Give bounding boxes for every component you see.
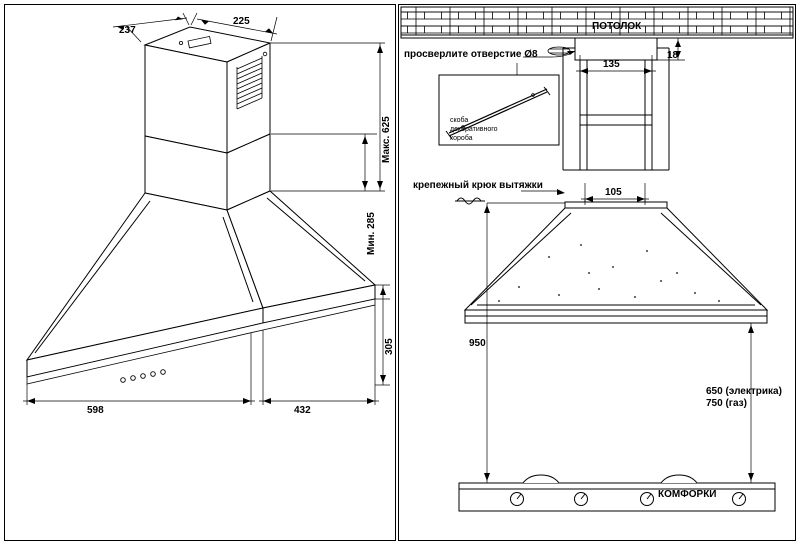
- upper-duct-box: [145, 27, 270, 153]
- dim-label-min285: Мин. 285: [366, 212, 377, 255]
- dim-label-432: 432: [294, 405, 311, 416]
- canopy: [27, 191, 375, 384]
- left-drawing-panel: [4, 4, 396, 541]
- cooktop: [459, 475, 775, 511]
- installation-scheme-drawing: [399, 5, 795, 540]
- callout-drill-label: просверлите отверстие Ø8: [404, 49, 538, 60]
- drill-hole-symbol: [548, 47, 570, 55]
- dim-label-max625: Макс. 625: [381, 116, 392, 163]
- callout-bracket-line3: короба: [450, 135, 473, 142]
- dim-label-750: 750 (газ): [706, 398, 747, 409]
- hook-symbol: [455, 198, 485, 204]
- right-installation-panel: [398, 4, 796, 541]
- dim-label-135: 135: [603, 59, 620, 70]
- callout-burners-label: КОМФОРКИ: [658, 489, 717, 500]
- dim-label-18: 18: [667, 50, 679, 61]
- dim-label-105: 105: [605, 187, 622, 198]
- callout-bracket-line2: декоративного: [450, 126, 498, 133]
- callout-bracket-line1: скоба: [450, 117, 469, 124]
- callout-hook-label: крепежный крюк вытяжки: [413, 180, 543, 191]
- hood-canopy-front: [465, 202, 767, 323]
- dim-label-237: 237: [119, 25, 136, 36]
- chimney-frame: [563, 38, 669, 170]
- ceiling-label: ПОТОЛОК: [592, 21, 642, 32]
- dim-label-305: 305: [384, 338, 395, 355]
- control-buttons: [121, 370, 166, 383]
- dim-label-225: 225: [233, 16, 250, 27]
- dim-label-650: 650 (электрика): [706, 386, 782, 397]
- hood-perspective-drawing: [5, 5, 395, 540]
- dim-label-950: 950: [469, 338, 486, 349]
- dim-label-598: 598: [87, 405, 104, 416]
